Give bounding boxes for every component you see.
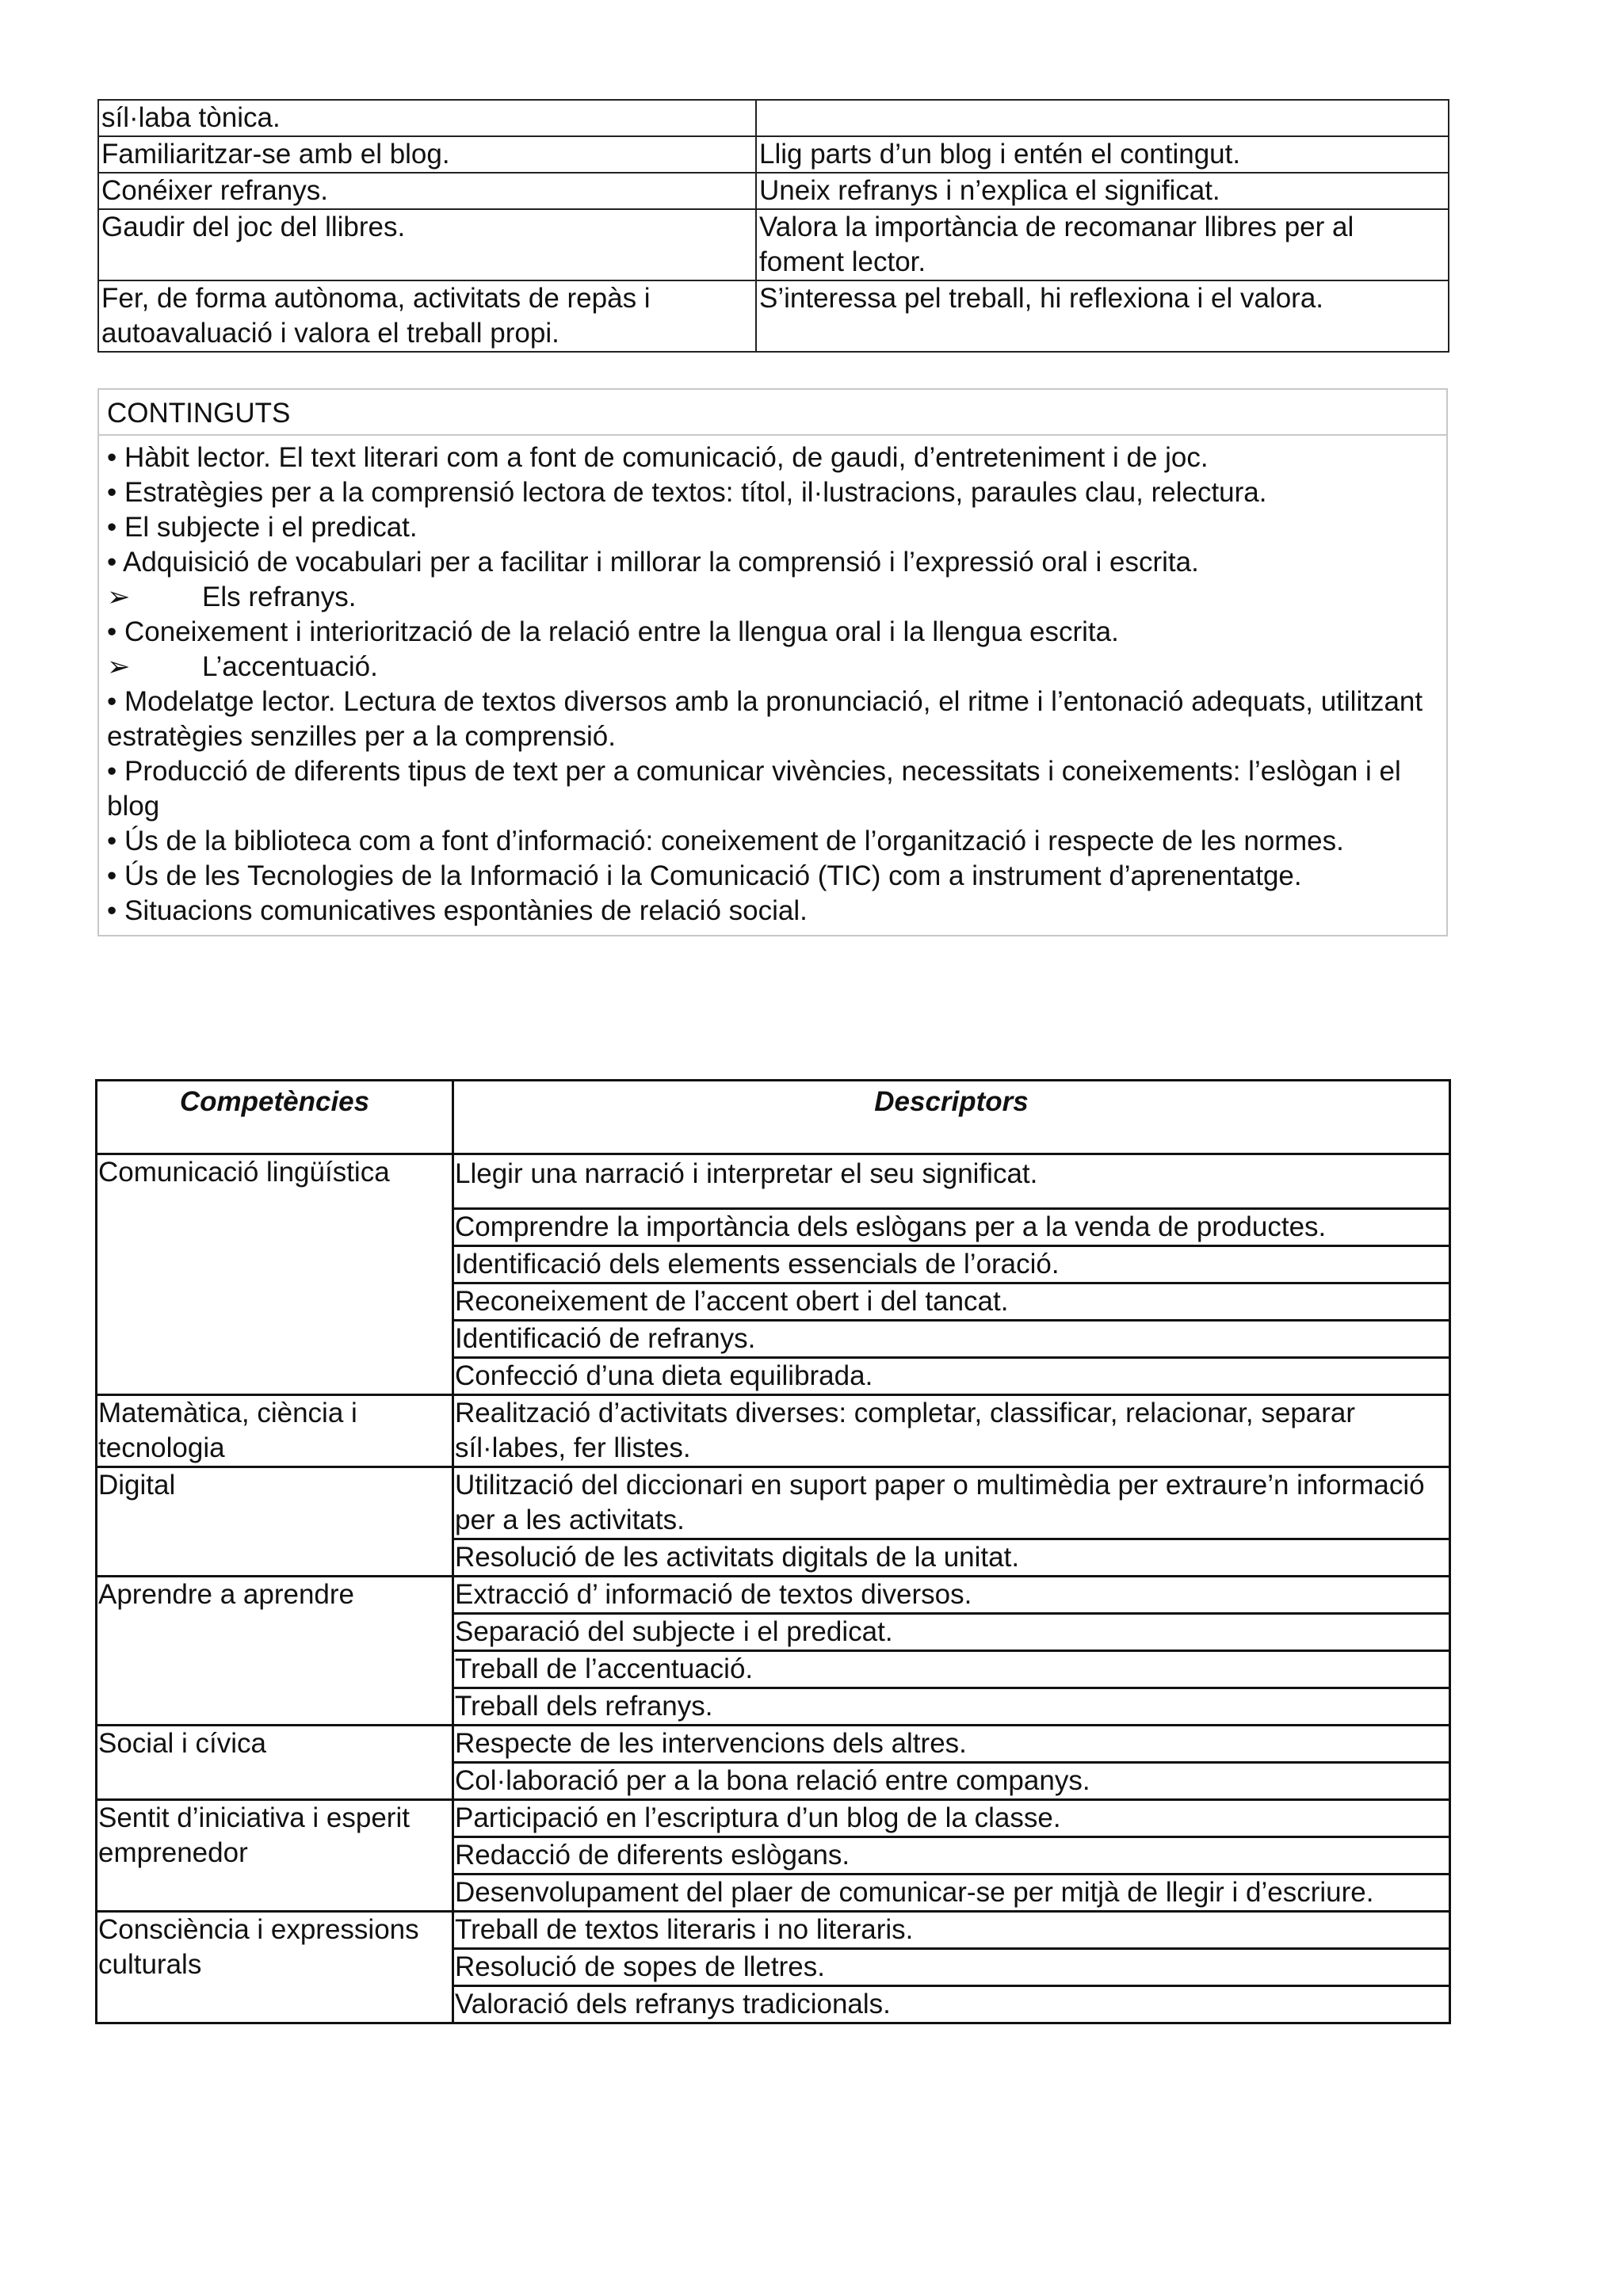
- descriptors-header: Descriptors: [453, 1081, 1450, 1154]
- descriptor-cell: Treball de l’accentuació.: [453, 1651, 1450, 1688]
- criteria-row: [98, 136, 1449, 173]
- competency-row: [97, 1577, 1450, 1614]
- competency-row: [97, 1467, 1450, 1539]
- descriptor-cell: Confecció d’una dieta equilibrada.: [453, 1358, 1450, 1395]
- competencies-table-body: [97, 1154, 1450, 2023]
- descriptor-cell: Extracció d’ informació de textos diversos.: [453, 1577, 1450, 1614]
- continguts-item: • El subjecte i el predicat.: [107, 512, 418, 543]
- descriptor-cell: Identificació dels elements essencials de l’oració.: [453, 1246, 1450, 1283]
- criteria-row: [98, 280, 1449, 352]
- competency-name: Comunicació lingüística: [97, 1154, 453, 1395]
- indicator-cell: Uneix refranys i n’explica el significat.: [756, 173, 1449, 209]
- descriptor-cell: Col·laboració per a la bona relació entre companys.: [453, 1763, 1450, 1800]
- descriptor-cell: Identificació de refranys.: [453, 1321, 1450, 1358]
- descriptor-cell: Comprendre la importància dels eslògans per a la venda de productes.: [453, 1209, 1450, 1246]
- descriptor-cell: Resolució de sopes de lletres.: [453, 1949, 1450, 1986]
- indicator-cell: [756, 100, 1449, 136]
- competency-name: Consciència i expressions culturals: [97, 1912, 453, 2023]
- descriptor-cell: Respecte de les intervencions dels altres.: [453, 1726, 1450, 1763]
- continguts-item: • Situacions comunicatives espontànies de relació social.: [107, 895, 808, 926]
- continguts-item: • Ús de les Tecnologies de la Informació i la Comunicació (TIC) com a instrument d’aprenentatge.: [107, 860, 1302, 891]
- competency-name: Matemàtica, ciència i tecnologia: [97, 1395, 453, 1467]
- descriptor-cell: Treball dels refranys.: [453, 1688, 1450, 1726]
- competencies-header-row: [97, 1081, 1450, 1154]
- criteria-cell: Fer, de forma autònoma, activitats de repàs i autoavaluació i valora el treball propi.: [98, 280, 756, 352]
- criteria-row: [98, 209, 1449, 280]
- competency-name: Sentit d’iniciativa i esperit emprenedor: [97, 1800, 453, 1912]
- continguts-subitem: [107, 650, 1438, 685]
- indicator-cell: Valora la importància de recomanar llibres per al foment lector.: [756, 209, 1449, 280]
- descriptor-cell: Llegir una narració i interpretar el seu significat.: [453, 1154, 1450, 1209]
- competency-row: [97, 1912, 1450, 1949]
- continguts-item: • Producció de diferents tipus de text per a comunicar vivències, necessitats i coneixements: l’eslògan i el blog: [107, 756, 1401, 822]
- competency-name: Social i cívica: [97, 1726, 453, 1800]
- descriptor-cell: Utilització del diccionari en suport paper o multimèdia per extraure’n informació per a les activitats.: [453, 1467, 1450, 1539]
- continguts-title: CONTINGUTS: [99, 390, 1446, 436]
- competency-row: [97, 1154, 1450, 1209]
- continguts-item: • Estratègies per a la comprensió lectora de textos: títol, il·lustracions, paraules clau, relectura.: [107, 477, 1267, 508]
- competency-row: [97, 1800, 1450, 1837]
- descriptor-cell: Participació en l’escriptura d’un blog de la classe.: [453, 1800, 1450, 1837]
- competencies-header: Competències: [97, 1081, 453, 1154]
- criteria-cell: síl·laba tònica.: [98, 100, 756, 136]
- continguts-list: [99, 436, 1446, 935]
- criteria-cell: Gaudir del joc del llibres.: [98, 209, 756, 280]
- criteria-cell: Familiaritzar-se amb el blog.: [98, 136, 756, 173]
- descriptor-cell: Valoració dels refranys tradicionals.: [453, 1986, 1450, 2023]
- criteria-table: [97, 99, 1449, 353]
- competency-row: [97, 1726, 1450, 1763]
- criteria-table-body: [98, 100, 1449, 352]
- continguts-item: • Ús de la biblioteca com a font d’informació: coneixement de l’organització i respecte de les normes.: [107, 826, 1344, 856]
- descriptor-cell: Treball de textos literaris i no literaris.: [453, 1912, 1450, 1949]
- descriptor-cell: Redacció de diferents eslògans.: [453, 1837, 1450, 1875]
- criteria-cell: Conéixer refranys.: [98, 173, 756, 209]
- indicator-cell: S’interessa pel treball, hi reflexiona i el valora.: [756, 280, 1449, 352]
- descriptor-cell: Separació del subjecte i el predicat.: [453, 1614, 1450, 1651]
- criteria-row: [98, 173, 1449, 209]
- descriptor-cell: Desenvolupament del plaer de comunicar-se per mitjà de llegir i d’escriure.: [453, 1875, 1450, 1912]
- competency-name: Aprendre a aprendre: [97, 1577, 453, 1726]
- descriptor-cell: Reconeixement de l’accent obert i del tancat.: [453, 1283, 1450, 1321]
- descriptor-cell: Resolució de les activitats digitals de la unitat.: [453, 1539, 1450, 1577]
- continguts-item: • Adquisició de vocabulari per a facilitar i millorar la comprensió i l’expressió oral i escrita.: [107, 547, 1199, 578]
- competencies-table: [95, 1079, 1451, 2024]
- continguts-subitem: [107, 580, 1438, 615]
- descriptor-cell: Realització d’activitats diverses: completar, classificar, relacionar, separar síl·labes, fer llistes.: [453, 1395, 1450, 1467]
- continguts-item: • Modelatge lector. Lectura de textos diversos amb la pronunciació, el ritme i l’entonació adequats, utilitzant estratègies senzilles per a la comprensió.: [107, 686, 1423, 752]
- competency-name: Digital: [97, 1467, 453, 1577]
- continguts-item: • Coneixement i interiorització de la relació entre la llengua oral i la llengua escrita.: [107, 616, 1119, 647]
- continguts-subitem-text: Els refranys.: [202, 582, 357, 612]
- criteria-row: [98, 100, 1449, 136]
- competency-row: [97, 1395, 1450, 1467]
- continguts-subitem-text: L’accentuació.: [202, 651, 378, 682]
- arrow-bullet-icon: ➢: [107, 582, 131, 612]
- indicator-cell: Llig parts d’un blog i entén el contingut.: [756, 136, 1449, 173]
- arrow-bullet-icon: ➢: [107, 651, 131, 682]
- continguts-item: • Hàbit lector. El text literari com a font de comunicació, de gaudi, d’entreteniment i de joc.: [107, 442, 1209, 473]
- continguts-box: [97, 388, 1448, 936]
